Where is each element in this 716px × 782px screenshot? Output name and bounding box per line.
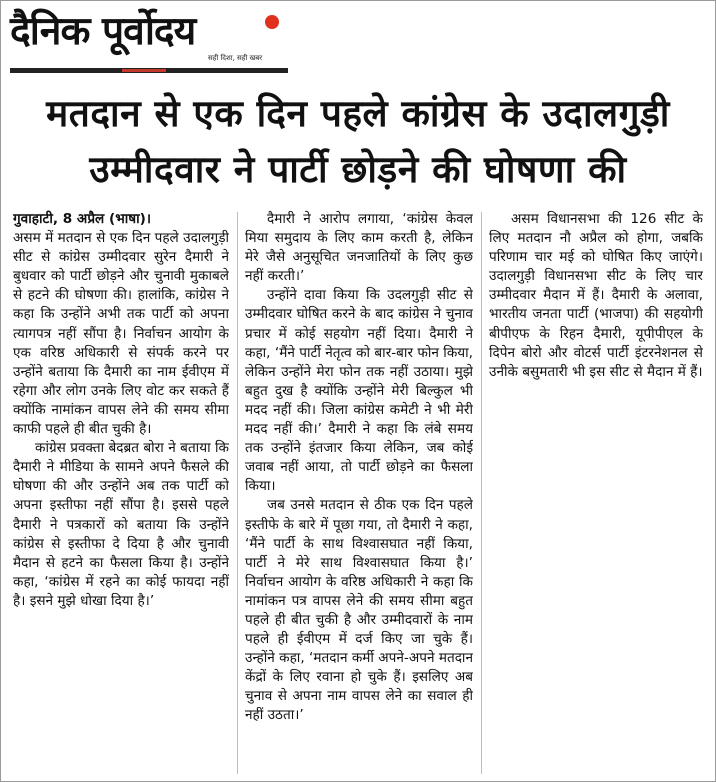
article-column-1 <box>13 210 229 776</box>
masthead-rule-accent <box>122 69 166 72</box>
article-paragraph-1: असम में मतदान से एक दिन पहले उदालगुड़ी सीट से कांग्रेस उम्मीदवार सुरेन दैमारी ने बुधवार को पार्टी छोड़ने और चुनावी मुकाबले से हटने की घोषणा की। हालांकि, कांग्रेस ने कहा कि उन्होंने अभी तक पार्टी को अपना त्यागपत्र नहीं सौंपा है। निर्वाचन आयोग के एक वरिष्ठ अधिकारी से संपर्क करने पर उन्होंने बताया कि दैमारी का नाम ईवीएम में रहेगा और लोग उनके लिए वोट कर सकते हैं क्योंकि नामांकन वापस लेने की समय सीमा काफी पहले ही बीत चुकी है। <box>13 230 229 438</box>
masthead-sun-icon <box>265 15 279 29</box>
headline-line-2: उम्मीदवार ने पार्टी छोड़ने की घोषणा की <box>89 148 627 191</box>
article-dateline-paragraph <box>13 210 229 229</box>
masthead <box>10 6 290 74</box>
article-column-3 <box>489 210 703 776</box>
article-paragraph-5: जब उनसे मतदान से ठीक एक दिन पहले इस्तीफे के बारे में पूछा गया, तो दैमारी ने कहा, ‘मैंने पार्टी के साथ विश्वासघात नहीं किया, पार्टी ने मेरे साथ विश्वासघात किया है।’ निर्वाचन आयोग के वरिष्ठ अधिकारी ने कहा कि नामांकन पत्र वापस लेने की समय सीमा बहुत पहले ही बीत चुकी है और उम्मीदवारों के नाम पहले ही ईवीएम में दर्ज किए जा चुके हैं। उन्होंने कहा, ‘मतदान कर्मी अपने-अपने मतदान केंद्रों के लिए रवाना हो चुके हैं। इसलिए अब चुनाव से अपना नाम वापस लेने का सवाल ही नहीं उठता।’ <box>245 497 473 724</box>
article-paragraph-2: कांग्रेस प्रवक्ता बेदब्रत बोरा ने बताया कि दैमारी ने मीडिया के सामने अपने फैसले की घोषणा की और उन्होंने अब तक पार्टी को अपना इस्तीफा नहीं सौंपा है। इससे पहले दैमारी ने पत्रकारों को बताया कि उन्होंने कांग्रेस से इस्तीफा दे दिया है और चुनावी मैदान से हटने का फैसला किया है। उन्होंने कहा, ‘कांग्रेस में रहने का कोई फायदा नहीं है। इसने मुझे धोखा दिया है।’ <box>13 440 229 609</box>
headline <box>14 86 702 198</box>
article-paragraph-4: उन्होंने दावा किया कि उदलगुड़ी सीट से उम्मीदवार घोषित करने के बाद कांग्रेस ने चुनाव प्रचार में कोई सहयोग नहीं दिया। दैमारी ने कहा, ‘मैंने पार्टी नेतृत्व को बार-बार फोन किया, लेकिन उन्होंने मेरा फोन तक नहीं उठाया। मुझे बहुत दुख है क्योंकि उन्होंने मेरी बिल्कुल भी मदद नहीं की। जिला कांग्रेस कमेटी ने भी मेरी मदद नहीं की।’ दैमारी ने कहा कि लंबे समय तक उन्होंने इंतजार किया लेकिन, जब कोई जवाब नहीं आया, तो पार्टी छोड़ने का फैसला किया। <box>245 287 473 495</box>
article-dateline: गुवाहाटी, 8 अप्रैल (भाषा)। <box>13 211 152 227</box>
masthead-tagline: सही दिशा, सही खबर <box>208 54 263 62</box>
masthead-title: दैनिक पूर्वोदय <box>10 9 196 54</box>
column-divider-1 <box>237 212 238 774</box>
article-paragraph-3: दैमारी ने आरोप लगाया, ‘कांग्रेस केवल मिया समुदाय के लिए काम करती है, लेकिन मेरे जैसे अनुसूचित जनजातियों के लिए कुछ नहीं करती।’ <box>245 211 473 285</box>
article-column-2 <box>245 210 473 776</box>
column-divider-2 <box>481 212 482 774</box>
headline-line-1: मतदान से एक दिन पहले कांग्रेस के उदालगुड़ी <box>46 92 670 135</box>
article-paragraph-6: असम विधानसभा की 126 सीट के लिए मतदान नौ अप्रैल को होगा, जबकि परिणाम चार मई को घोषित किए जाएंगे। उदालगुड़ी विधानसभा सीट के लिए चार उम्मीदवार मैदान में हैं। दैमारी के अलावा, भारतीय जनता पार्टी (भाजपा) की सहयोगी बीपीएफ के रिहन दैमारी, यूपीपीएल के दिपेन बोरो और वोटर्स पार्टी इंटरनेशनल से उनीके बसुमतारी भी इस सीट से मैदान में हैं। <box>489 211 703 380</box>
